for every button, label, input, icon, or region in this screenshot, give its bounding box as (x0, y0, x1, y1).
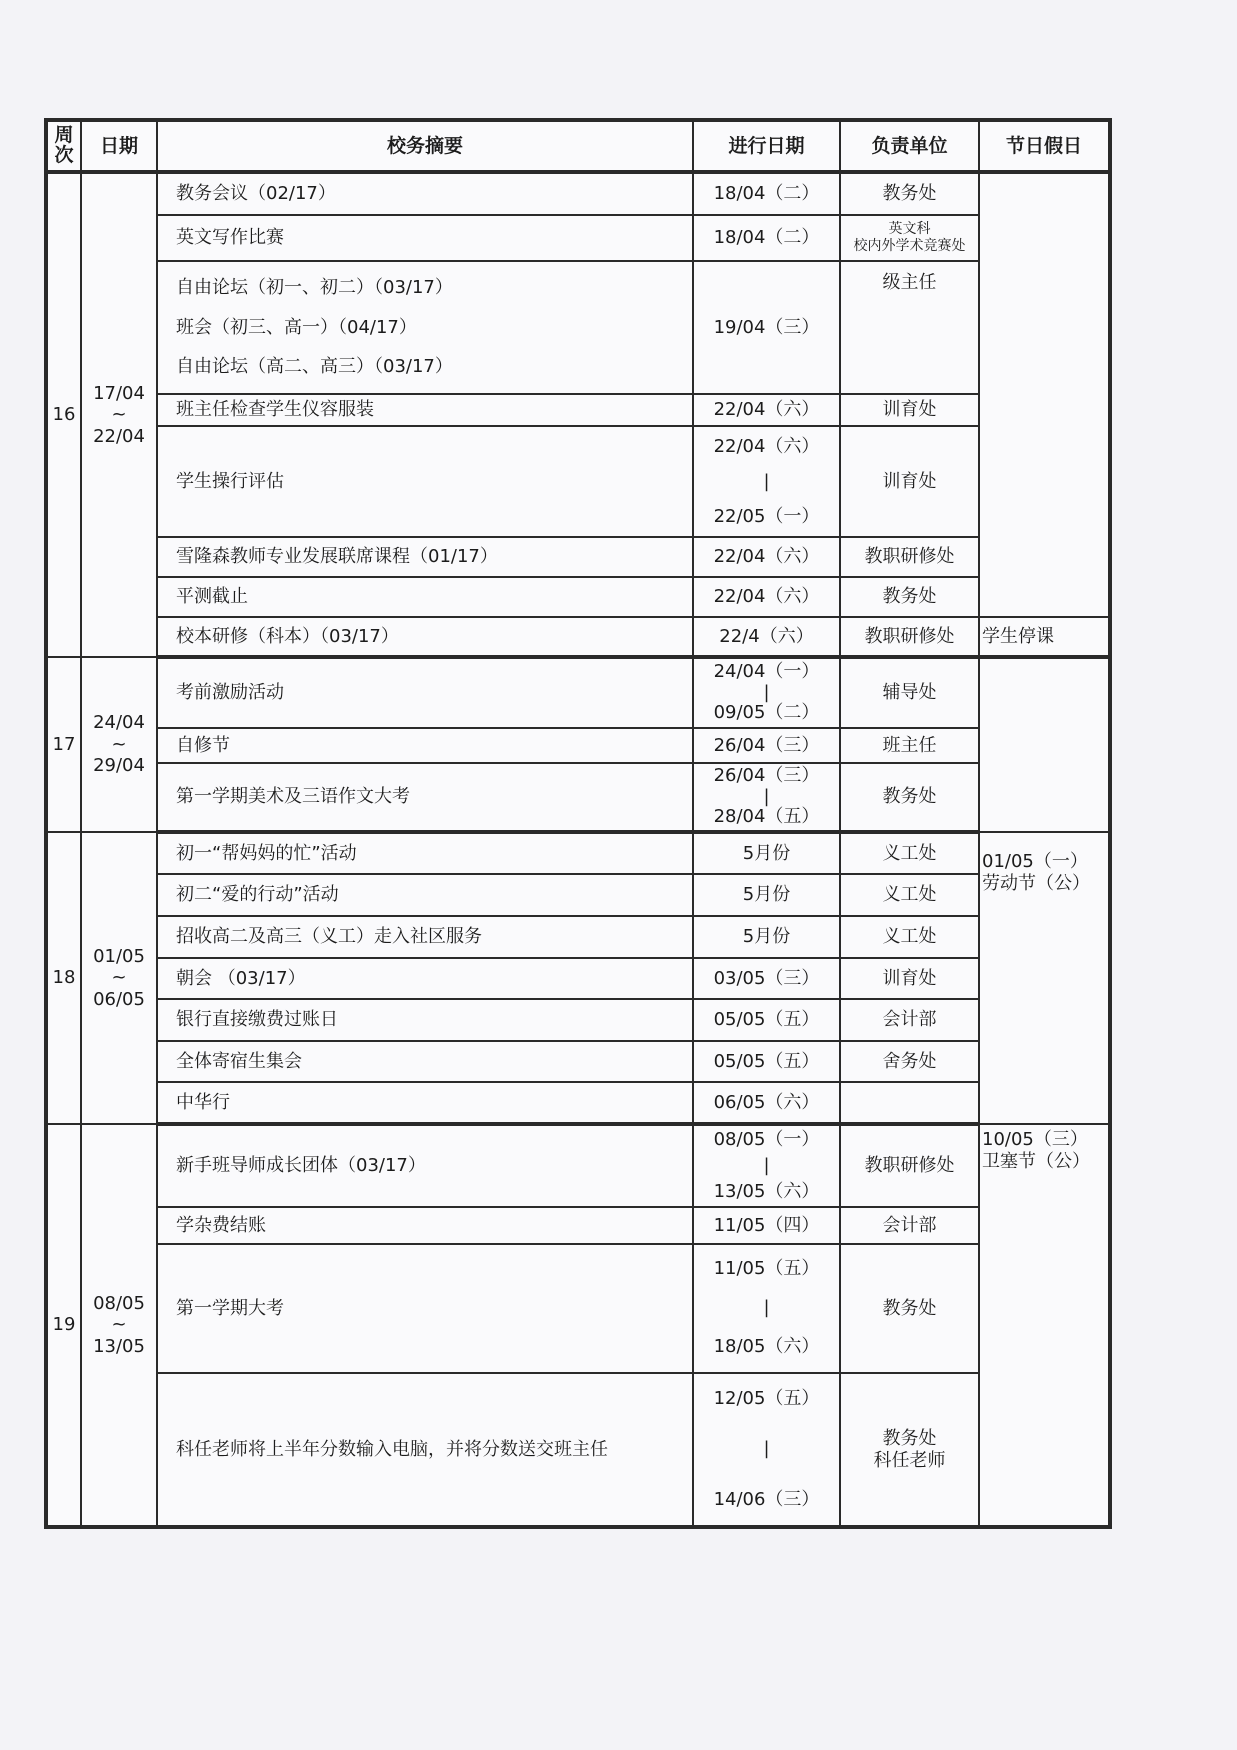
school-schedule-table (44, 118, 1112, 1529)
unit-cell: 级主任 (840, 261, 979, 394)
week-number: 19 (46, 1124, 81, 1527)
table-row (46, 763, 1110, 832)
summary-cell: 新手班导师成长团体（03/17） (157, 1124, 693, 1207)
run-date-cell: 06/05（六） (693, 1082, 840, 1124)
run-date-cell: 11/05（五） | 18/05（六） (693, 1244, 840, 1373)
table-row (46, 916, 1110, 958)
run-date-cell: 24/04（一） | 09/05（二） (693, 657, 840, 728)
summary-cell: 初二“爱的行动”活动 (157, 874, 693, 916)
run-date-cell: 22/04（六） (693, 577, 840, 617)
unit-cell: 舍务处 (840, 1041, 979, 1082)
run-date-cell: 05/05（五） (693, 1041, 840, 1082)
run-date-cell: 03/05（三） (693, 958, 840, 999)
holiday-cell: 学生停课 (979, 617, 1110, 657)
holiday-cell (979, 657, 1110, 832)
header-date: 日期 (81, 120, 157, 172)
unit-cell: 训育处 (840, 426, 979, 537)
unit-cell: 教职研修处 (840, 1124, 979, 1207)
unit-cell: 教职研修处 (840, 617, 979, 657)
summary-cell: 平测截止 (157, 577, 693, 617)
unit-cell: 教务处 (840, 763, 979, 832)
summary-cell: 银行直接缴费过账日 (157, 999, 693, 1041)
week-number: 17 (46, 657, 81, 832)
unit-cell: 义工处 (840, 916, 979, 958)
table-row (46, 1041, 1110, 1082)
unit-cell: 班主任 (840, 728, 979, 763)
table-row (46, 832, 1110, 874)
unit-cell: 训育处 (840, 394, 979, 426)
run-date-cell: 5月份 (693, 832, 840, 874)
summary-cell: 第一学期大考 (157, 1244, 693, 1373)
unit-cell: 英文科 校内外学术竞赛处 (840, 215, 979, 261)
table-row (46, 1244, 1110, 1373)
table-row (46, 728, 1110, 763)
header-row (46, 120, 1110, 172)
run-date-cell: 26/04（三） (693, 728, 840, 763)
week-number: 16 (46, 172, 81, 657)
unit-cell: 会计部 (840, 999, 979, 1041)
summary-cell: 朝会 （03/17） (157, 958, 693, 999)
holiday-cell: 01/05（一） 劳动节（公） (979, 832, 1110, 1124)
table-row (46, 1082, 1110, 1124)
table-row (46, 215, 1110, 261)
table-row (46, 1373, 1110, 1527)
table-row (46, 617, 1110, 657)
run-date-cell: 08/05（一） | 13/05（六） (693, 1124, 840, 1207)
table-row (46, 1207, 1110, 1244)
unit-cell: 训育处 (840, 958, 979, 999)
unit-cell: 教务处 科任老师 (840, 1373, 979, 1527)
table-row (46, 261, 1110, 394)
run-date-cell: 18/04（二） (693, 215, 840, 261)
table-row (46, 577, 1110, 617)
summary-cell: 英文写作比赛 (157, 215, 693, 261)
table-row (46, 394, 1110, 426)
summary-cell: 教务会议（02/17） (157, 172, 693, 215)
summary-cell: 初一“帮妈妈的忙”活动 (157, 832, 693, 874)
table-row (46, 874, 1110, 916)
week-date-range: 08/05 ~ 13/05 (81, 1124, 157, 1527)
summary-cell: 第一学期美术及三语作文大考 (157, 763, 693, 832)
summary-cell: 班主任检查学生仪容服装 (157, 394, 693, 426)
unit-cell: 辅导处 (840, 657, 979, 728)
summary-cell: 校本研修（科本）（03/17） (157, 617, 693, 657)
run-date-cell: 22/04（六） (693, 537, 840, 577)
run-date-cell: 22/04（六） | 22/05（一） (693, 426, 840, 537)
table-row (46, 999, 1110, 1041)
week-date-range: 24/04 ~ 29/04 (81, 657, 157, 832)
summary-cell: 雪隆森教师专业发展联席课程（01/17） (157, 537, 693, 577)
unit-cell: 教务处 (840, 577, 979, 617)
table-row (46, 426, 1110, 537)
header-holiday: 节日假日 (979, 120, 1110, 172)
run-date-cell: 19/04（三） (693, 261, 840, 394)
summary-cell: 全体寄宿生集会 (157, 1041, 693, 1082)
summary-cell: 学杂费结账 (157, 1207, 693, 1244)
holiday-cell (979, 172, 1110, 617)
unit-cell: 义工处 (840, 832, 979, 874)
summary-cell: 科任老师将上半年分数输入电脑，并将分数送交班主任 (157, 1373, 693, 1527)
week-number: 18 (46, 832, 81, 1124)
summary-cell: 自由论坛（初一、初二）（03/17） 班会（初三、高一）（04/17） 自由论坛（高二、高三）（03/17） (157, 261, 693, 394)
table-row (46, 657, 1110, 728)
summary-cell: 中华行 (157, 1082, 693, 1124)
summary-cell: 招收高二及高三（义工）走入社区服务 (157, 916, 693, 958)
header-run-date: 进行日期 (693, 120, 840, 172)
table-row (46, 958, 1110, 999)
unit-cell: 教务处 (840, 172, 979, 215)
run-date-cell: 5月份 (693, 874, 840, 916)
table-row (46, 537, 1110, 577)
unit-cell: 教职研修处 (840, 537, 979, 577)
summary-cell: 学生操行评估 (157, 426, 693, 537)
table-row (46, 1124, 1110, 1207)
header-unit: 负责单位 (840, 120, 979, 172)
run-date-cell: 05/05（五） (693, 999, 840, 1041)
unit-cell: 会计部 (840, 1207, 979, 1244)
unit-cell (840, 1082, 979, 1124)
run-date-cell: 22/4（六） (693, 617, 840, 657)
header-summary: 校务摘要 (157, 120, 693, 172)
week-date-range: 17/04 ~ 22/04 (81, 172, 157, 657)
header-week: 周次 (46, 120, 81, 172)
run-date-cell: 12/05（五） | 14/06（三） (693, 1373, 840, 1527)
run-date-cell: 18/04（二） (693, 172, 840, 215)
table-row (46, 172, 1110, 215)
run-date-cell: 22/04（六） (693, 394, 840, 426)
run-date-cell: 5月份 (693, 916, 840, 958)
summary-cell: 自修节 (157, 728, 693, 763)
run-date-cell: 26/04（三） | 28/04（五） (693, 763, 840, 832)
week-date-range: 01/05 ~ 06/05 (81, 832, 157, 1124)
unit-cell: 义工处 (840, 874, 979, 916)
holiday-cell: 10/05（三） 卫塞节（公） (979, 1124, 1110, 1527)
run-date-cell: 11/05（四） (693, 1207, 840, 1244)
unit-cell: 教务处 (840, 1244, 979, 1373)
summary-cell: 考前激励活动 (157, 657, 693, 728)
